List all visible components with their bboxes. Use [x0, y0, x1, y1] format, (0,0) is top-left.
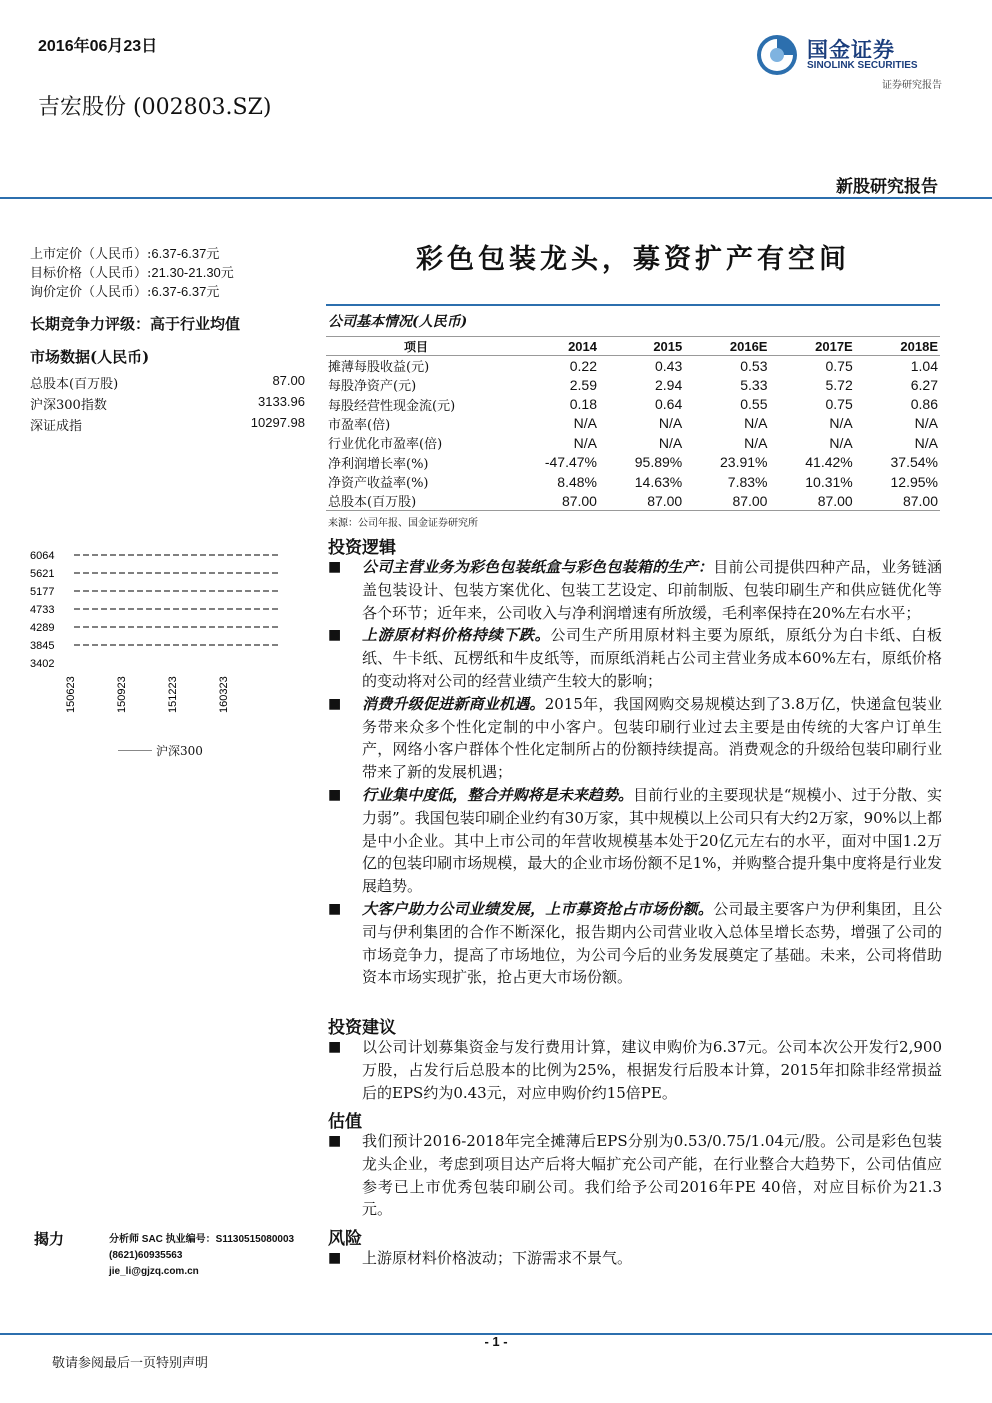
row-label: 净资产收益率(%) [328, 476, 429, 492]
bullet-square-icon: ■ [328, 627, 342, 644]
market-row: 深证成指 10297.98 [30, 415, 305, 434]
row-label: 摊薄每股收益(元) [328, 360, 430, 375]
table-cell: -47.47% [544, 454, 597, 471]
bullet-item [328, 556, 942, 624]
table-cell: 0.55 [740, 396, 768, 413]
table-cell: 0.22 [569, 357, 597, 374]
company-title: 吉宏股份 (002803.SZ) [38, 95, 272, 120]
table-cell: 5.72 [825, 376, 853, 393]
table-cell: 87.00 [769, 491, 854, 511]
table-cell: 87.00 [506, 491, 599, 511]
analyst-email[interactable]: jie_li@gjzq.com.cn [109, 1266, 199, 1277]
bullet-text [362, 898, 942, 989]
row-label: 行业优化市盈率(倍) [328, 437, 443, 453]
bullet-lead: 上游原材料价格持续下跌。 [362, 626, 551, 645]
table-cell: 2.94 [654, 376, 683, 393]
valuation-bullets [0, 1130, 942, 1221]
report-date: 2016年06月23日 [38, 38, 158, 55]
bullet-item [328, 1130, 942, 1221]
bullet-text [362, 1130, 942, 1221]
column-header: 项目 [326, 337, 506, 356]
bullet-item [328, 1247, 942, 1270]
bullet-text [362, 556, 942, 624]
inquiry-price: 询价定价（人民币）:6.37-6.37元 [30, 284, 220, 300]
bullet-text [362, 693, 942, 784]
table-cell: 23.91% [720, 454, 768, 471]
target-price: 目标价格（人民币）:21.30-21.30元 [30, 265, 234, 281]
table-cell: 0.75 [825, 396, 853, 413]
x-tick-label: 150923 [116, 676, 128, 713]
bullet-item [328, 693, 942, 784]
bullet-square-icon: ■ [328, 1250, 342, 1266]
bullet-square-icon: ■ [328, 695, 342, 712]
section-title-risk: 风险 [328, 1229, 362, 1249]
row-label: 净利润增长率(%) [328, 456, 429, 472]
column-header: 2015 [599, 337, 684, 356]
header-divider [0, 197, 992, 199]
bullet-square-icon: ■ [328, 1039, 342, 1055]
table-cell: 1.04 [910, 357, 938, 374]
bullet-item [328, 624, 942, 692]
page-number: - 1 - [484, 1334, 508, 1349]
bullet-text [362, 624, 942, 692]
logic-bullets [0, 556, 942, 989]
table-source: 来源：公司年报、国金证券研究所 [328, 518, 478, 529]
analyst-phone: (8621)60935563 [109, 1250, 183, 1261]
y-tick-label: 4289 [30, 622, 55, 634]
y-tick-label: 6064 [30, 550, 55, 562]
table-cell: 0.75 [825, 357, 853, 374]
table-title: 公司基本情况(人民币) [328, 314, 468, 330]
bullet-item [328, 1036, 942, 1104]
bullet-square-icon: ■ [328, 1133, 342, 1149]
table-row [326, 414, 940, 433]
table-cell: 0.64 [654, 396, 683, 413]
market-data-title: 市场数据(人民币) [30, 348, 150, 366]
bullet-body: 目前公司提供四种产品，业务链涵盖包装设计、包装方案优化、包装工艺设定、印前制版、包装印刷生产和供应链优化等各个环节；近年来，公司收入与净利润增速有所放缓，毛利率保持在20%左右水平； [362, 558, 942, 622]
table-cell: 37.54% [890, 454, 938, 471]
table-cell: 87.00 [855, 491, 940, 511]
table-cell: N/A [829, 434, 853, 451]
row-label: 总股本(百万股) [326, 491, 506, 511]
sinolink-logo-icon [755, 33, 799, 77]
y-tick-label: 4733 [30, 604, 55, 616]
column-header: 2014 [506, 337, 599, 356]
table-cell: 0.43 [654, 357, 683, 374]
report-type: 新股研究报告 [836, 177, 938, 197]
legend-label: 沪深300 [156, 744, 203, 758]
table-cell: 0.86 [910, 396, 938, 413]
table-cell: N/A [658, 415, 683, 432]
table-divider [326, 304, 940, 306]
report-headline: 彩色包装龙头，募资扩产有空间 [416, 244, 850, 275]
bullet-body: 以公司计划募集资金与发行费用计算，建议申购价为6.37元。公司本次公开发行2,900万股，占发行后总股本的比例为25%，根据发行后股本计算，2015年扣除非经常损益后的EPS约为0.43元，对应申购价约15倍PE。 [362, 1038, 942, 1102]
section-title-valuation: 估值 [328, 1112, 362, 1132]
disclaimer-notice: 敬请参阅最后一页特别声明 [52, 1356, 209, 1371]
row-label: 每股净资产(元) [328, 379, 417, 395]
market-row: 沪深300指数 3133.96 [30, 394, 305, 413]
table-cell: N/A [744, 434, 768, 451]
x-tick-label: 150623 [65, 676, 77, 713]
table-cell: 0.18 [569, 396, 597, 413]
x-tick-label: 151223 [167, 676, 179, 713]
x-tick-label: 160323 [218, 676, 230, 713]
bullet-lead: 公司主营业务为彩色包装纸盒与彩色包装箱的生产： [362, 558, 714, 576]
row-label: 每股经营性现金流(元) [328, 398, 456, 414]
column-header: 2017E [769, 337, 854, 356]
table-row [326, 394, 940, 413]
market-row: 总股本(百万股) 87.00 [30, 373, 305, 392]
sinolink-logo [755, 30, 950, 90]
row-label: 市盈率(倍) [328, 417, 391, 433]
table-cell: N/A [573, 434, 597, 451]
table-cell: 87.00 [684, 491, 769, 511]
column-header: 2016E [684, 337, 769, 356]
bullet-body: 公司生产所用原材料主要为原纸，原纸分为白卡纸、白板纸、牛卡纸、瓦楞纸和牛皮纸等，而原纸消耗占公司主营业务成本60%左右，原纸价格的变动将对公司的经营业绩产生较大的影响； [362, 626, 942, 690]
table-row [326, 491, 940, 511]
table-row [326, 433, 940, 452]
bullet-body: 我们预计2016-2018年完全摊薄后EPS分别为0.53/0.75/1.04元/股。公司是彩色包装龙头企业，考虑到项目达产后将大幅扩充公司产能，在行业整合大趋势下，公司估值应参考已上市优秀包装印刷公司。我们给予公司2016年PE 40倍，对应目标价为21.3元。 [362, 1132, 942, 1219]
bullet-text [362, 1247, 942, 1270]
table-cell: 41.42% [805, 454, 853, 471]
table-row [326, 356, 940, 376]
competitiveness-rating: 长期竞争力评级：高于行业均值 [30, 315, 241, 333]
table-cell: 2.59 [569, 376, 597, 393]
table-cell: 95.89% [634, 454, 683, 471]
table-cell: N/A [914, 434, 938, 451]
table-row [326, 375, 940, 394]
table-row [326, 472, 940, 491]
table-cell: 12.95% [890, 473, 938, 490]
bullet-body: 目前行业的主要现状是“规模小、过于分散、实力弱”。我国包装印刷企业约有30万家，其中规模以上公司只有大约2万家，90%以上都是中小企业。其中上市公司的年营收规模基本处于20亿元左右的水平，面对中国1.2万亿的包装印刷市场规模，最大的企业市场份额不足1%，并购整合提升集中度将是行业发展趋势。 [362, 785, 942, 896]
table-cell: N/A [914, 415, 938, 432]
table-cell: N/A [744, 415, 768, 432]
advice-bullets [0, 1036, 942, 1104]
table-header-row [326, 337, 940, 356]
table-cell: 5.33 [740, 376, 768, 393]
bullet-lead: 消费升级促进新商业机遇。 [362, 694, 545, 713]
y-tick-label: 3845 [30, 640, 55, 652]
table-cell: N/A [658, 434, 683, 451]
y-tick-label: 5621 [30, 568, 55, 580]
bullet-square-icon: ■ [328, 900, 342, 917]
bullet-item [328, 898, 942, 989]
logo-subtitle: 证券研究报告 [882, 80, 942, 91]
y-tick-label: 3402 [30, 658, 55, 670]
analyst-name: 揭力 [34, 1230, 65, 1248]
table-cell: N/A [573, 415, 597, 432]
bullet-lead: 大客户助力公司业绩发展，上市募资抢占市场份额。 [362, 899, 714, 918]
bullet-item [328, 784, 942, 898]
analyst-cert: 分析师 SAC 执业编号：S1130515080003 [109, 1234, 295, 1245]
bullet-text [362, 784, 942, 898]
listing-price: 上市定价（人民币）:6.37-6.37元 [30, 246, 220, 262]
bullet-body: 2015年，我国网购交易规模达到了3.8万亿，快递盒包装业务带来众多个性化定制的中小客户。包装印刷行业过去主要是由传统的大客户订单生产，网络小客户群体个性化定制所占的份额持续提高。消费观念的升级给包装印刷行业带来了新的发展机遇； [362, 694, 942, 782]
table-cell: 10.31% [805, 473, 853, 490]
bullet-body: 上游原材料价格波动；下游需求不景气。 [362, 1249, 633, 1267]
bullet-square-icon: ■ [328, 559, 342, 575]
financial-table [326, 336, 940, 511]
analyst-info [109, 1232, 294, 1280]
table-cell: 6.27 [910, 376, 938, 393]
bullet-square-icon: ■ [328, 786, 342, 803]
bullet-body: 公司最主要客户为伊利集团，且公司与伊利集团的合作不断深化，报告期内公司营业收入总体呈增长态势，增强了公司的市场竞争力，提高了市场地位，为公司今后的业务发展奠定了基础。未来，公司将借助资本市场实现扩张，抢占更大市场份额。 [362, 899, 942, 987]
column-header: 2018E [855, 337, 940, 356]
bullet-lead: 行业集中度低，整合并购将是未来趋势。 [362, 785, 634, 804]
risk-bullets [0, 1247, 633, 1270]
table-cell: 87.00 [599, 491, 684, 511]
table-cell: 14.63% [634, 473, 683, 490]
logo-text-en: SINOLINK SECURITIES [807, 60, 918, 71]
bullet-text [362, 1036, 942, 1104]
table-row [326, 453, 940, 472]
table-cell: 7.83% [727, 473, 768, 490]
table-cell: N/A [829, 415, 853, 432]
table-cell: 0.53 [740, 357, 768, 374]
y-tick-label: 5177 [30, 586, 55, 598]
section-title-advice: 投资建议 [328, 1018, 396, 1038]
logo-text-cn: 国金证券 [807, 39, 895, 62]
section-title-logic: 投资逻辑 [328, 538, 396, 558]
table-cell: 8.48% [557, 473, 597, 490]
